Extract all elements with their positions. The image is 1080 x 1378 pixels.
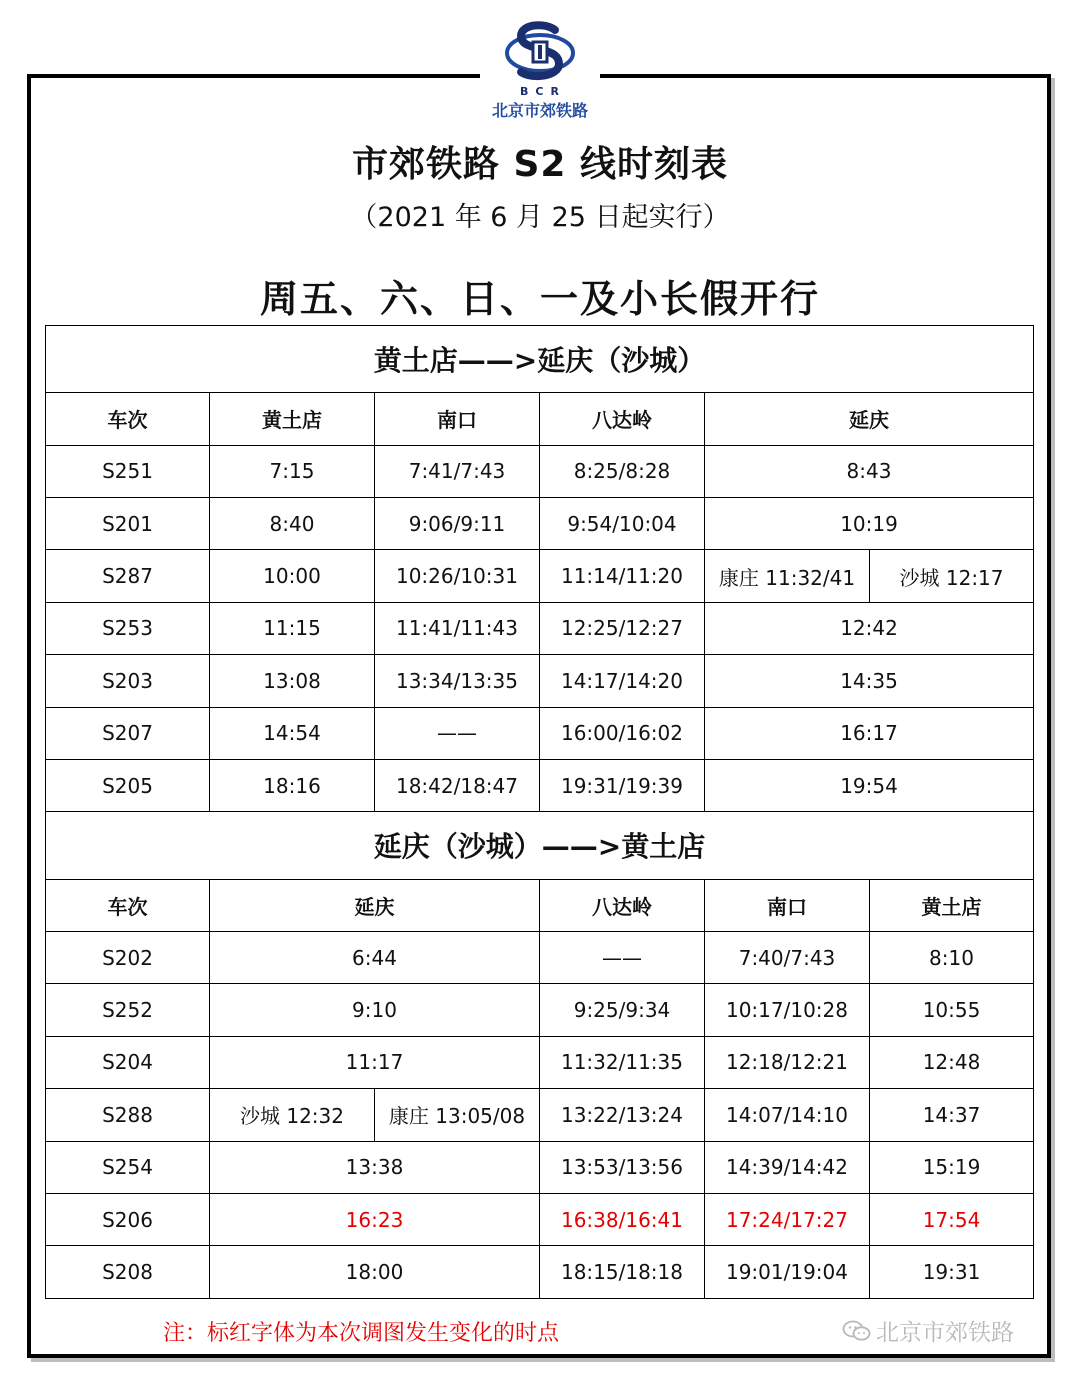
time-cell: 13:38: [210, 1141, 540, 1193]
train-number: S203: [46, 655, 210, 707]
time-cell: 12:48: [870, 1036, 1034, 1088]
time-cell: 11:14/11:20: [540, 550, 705, 602]
time-cell: 9:06/9:11: [375, 497, 540, 549]
table-row: [46, 1036, 1034, 1088]
train-number: S254: [46, 1141, 210, 1193]
time-cell: 8:40: [210, 497, 375, 549]
time-cell: 13:08: [210, 655, 375, 707]
time-cell: 18:16: [210, 759, 375, 811]
time-cell: 18:15/18:18: [540, 1246, 705, 1299]
logo-name: 北京市郊铁路: [491, 101, 588, 120]
timetable: [45, 325, 1034, 1299]
column-header-row: [46, 393, 1034, 445]
column-header: 八达岭: [540, 879, 705, 931]
table-row: [46, 550, 1034, 602]
time-cell: 18:42/18:47: [375, 759, 540, 811]
section-title-inbound: 延庆（沙城）——>黄土店: [46, 812, 1034, 879]
watermark-text: 北京市郊铁路: [876, 1320, 1014, 1346]
time-cell: 18:00: [210, 1246, 540, 1299]
time-cell: 11:17: [210, 1036, 540, 1088]
time-cell: 7:15: [210, 445, 375, 497]
time-cell: 康庄 13:05/08: [375, 1089, 540, 1141]
column-header: 延庆: [705, 393, 1034, 445]
time-cell: 12:25/12:27: [540, 602, 705, 654]
section-header-inbound: [46, 812, 1034, 879]
time-cell: 10:55: [870, 984, 1034, 1036]
time-cell: 10:19: [705, 497, 1034, 549]
time-cell: 9:25/9:34: [540, 984, 705, 1036]
table-row: [46, 707, 1034, 759]
time-cell: 14:37: [870, 1089, 1034, 1141]
time-cell: 8:43: [705, 445, 1034, 497]
time-cell: 9:10: [210, 984, 540, 1036]
table-row: [46, 759, 1034, 811]
table-row: [46, 1089, 1034, 1141]
time-cell: 沙城 12:17: [870, 550, 1034, 602]
time-cell: 15:19: [870, 1141, 1034, 1193]
time-cell: 19:54: [705, 759, 1034, 811]
train-number: S208: [46, 1246, 210, 1299]
time-cell: 13:22/13:24: [540, 1089, 705, 1141]
time-cell: 19:01/19:04: [705, 1246, 870, 1299]
time-cell: 6:44: [210, 931, 540, 983]
table-row: [46, 445, 1034, 497]
page-title: 市郊铁路 S2 线时刻表: [351, 144, 729, 185]
time-cell: 10:26/10:31: [375, 550, 540, 602]
train-number: S251: [46, 445, 210, 497]
train-number: S253: [46, 602, 210, 654]
footnote: 注：标红字体为本次调图发生变化的时点: [163, 1321, 560, 1346]
table-row: [46, 984, 1034, 1036]
column-header: 车次: [46, 393, 210, 445]
train-number: S205: [46, 759, 210, 811]
time-cell: 19:31/19:39: [540, 759, 705, 811]
time-cell: 11:41/11:43: [375, 602, 540, 654]
train-number: S288: [46, 1089, 210, 1141]
table-row: [46, 655, 1034, 707]
time-cell: 19:31: [870, 1246, 1034, 1299]
time-cell: 8:10: [870, 931, 1034, 983]
changed-time-cell: 16:38/16:41: [540, 1193, 705, 1245]
time-cell: 11:15: [210, 602, 375, 654]
time-cell: 12:18/12:21: [705, 1036, 870, 1088]
table-row: [46, 1141, 1034, 1193]
time-cell: 14:39/14:42: [705, 1141, 870, 1193]
effective-date: （2021 年 6 月 25 日起实行）: [350, 202, 730, 233]
table-row: [46, 497, 1034, 549]
time-cell: 13:53/13:56: [540, 1141, 705, 1193]
time-cell: 10:00: [210, 550, 375, 602]
time-cell: ——: [375, 707, 540, 759]
operating-days: 周五、六、日、一及小长假开行: [259, 277, 820, 321]
time-cell: 16:17: [705, 707, 1034, 759]
section-header-outbound: [46, 326, 1034, 393]
column-header-row: [46, 879, 1034, 931]
column-header: 八达岭: [540, 393, 705, 445]
column-header: 延庆: [210, 879, 540, 931]
wechat-icon: [842, 1319, 872, 1343]
table-row-changed: [46, 1193, 1034, 1245]
time-cell: 13:34/13:35: [375, 655, 540, 707]
time-cell: 康庄 11:32/41: [705, 550, 870, 602]
time-cell: 沙城 12:32: [210, 1089, 375, 1141]
changed-time-cell: 16:23: [210, 1193, 540, 1245]
section-title-outbound: 黄土店——>延庆（沙城）: [46, 326, 1034, 393]
logo-abbr: BCR: [520, 85, 566, 98]
time-cell: 12:42: [705, 602, 1034, 654]
column-header: 车次: [46, 879, 210, 931]
time-cell: 16:00/16:02: [540, 707, 705, 759]
table-row: [46, 931, 1034, 983]
time-cell: 9:54/10:04: [540, 497, 705, 549]
changed-time-cell: 17:54: [870, 1193, 1034, 1245]
time-cell: ——: [540, 931, 705, 983]
train-number: S201: [46, 497, 210, 549]
watermark: [842, 1314, 1014, 1347]
column-header: 南口: [375, 393, 540, 445]
bcr-logo-icon: [505, 20, 575, 84]
time-cell: 14:07/14:10: [705, 1089, 870, 1141]
bcr-logo: [480, 20, 600, 130]
time-cell: 10:17/10:28: [705, 984, 870, 1036]
table-row: [46, 602, 1034, 654]
train-number: S206: [46, 1193, 210, 1245]
train-number: S207: [46, 707, 210, 759]
train-number: S202: [46, 931, 210, 983]
time-cell: 11:32/11:35: [540, 1036, 705, 1088]
train-number: S204: [46, 1036, 210, 1088]
time-cell: 14:35: [705, 655, 1034, 707]
column-header: 南口: [705, 879, 870, 931]
time-cell: 7:41/7:43: [375, 445, 540, 497]
time-cell: 14:17/14:20: [540, 655, 705, 707]
column-header: 黄土店: [870, 879, 1034, 931]
time-cell: 8:25/8:28: [540, 445, 705, 497]
column-header: 黄土店: [210, 393, 375, 445]
table-row: [46, 1246, 1034, 1299]
train-number: S252: [46, 984, 210, 1036]
train-number: S287: [46, 550, 210, 602]
changed-time-cell: 17:24/17:27: [705, 1193, 870, 1245]
time-cell: 14:54: [210, 707, 375, 759]
time-cell: 7:40/7:43: [705, 931, 870, 983]
